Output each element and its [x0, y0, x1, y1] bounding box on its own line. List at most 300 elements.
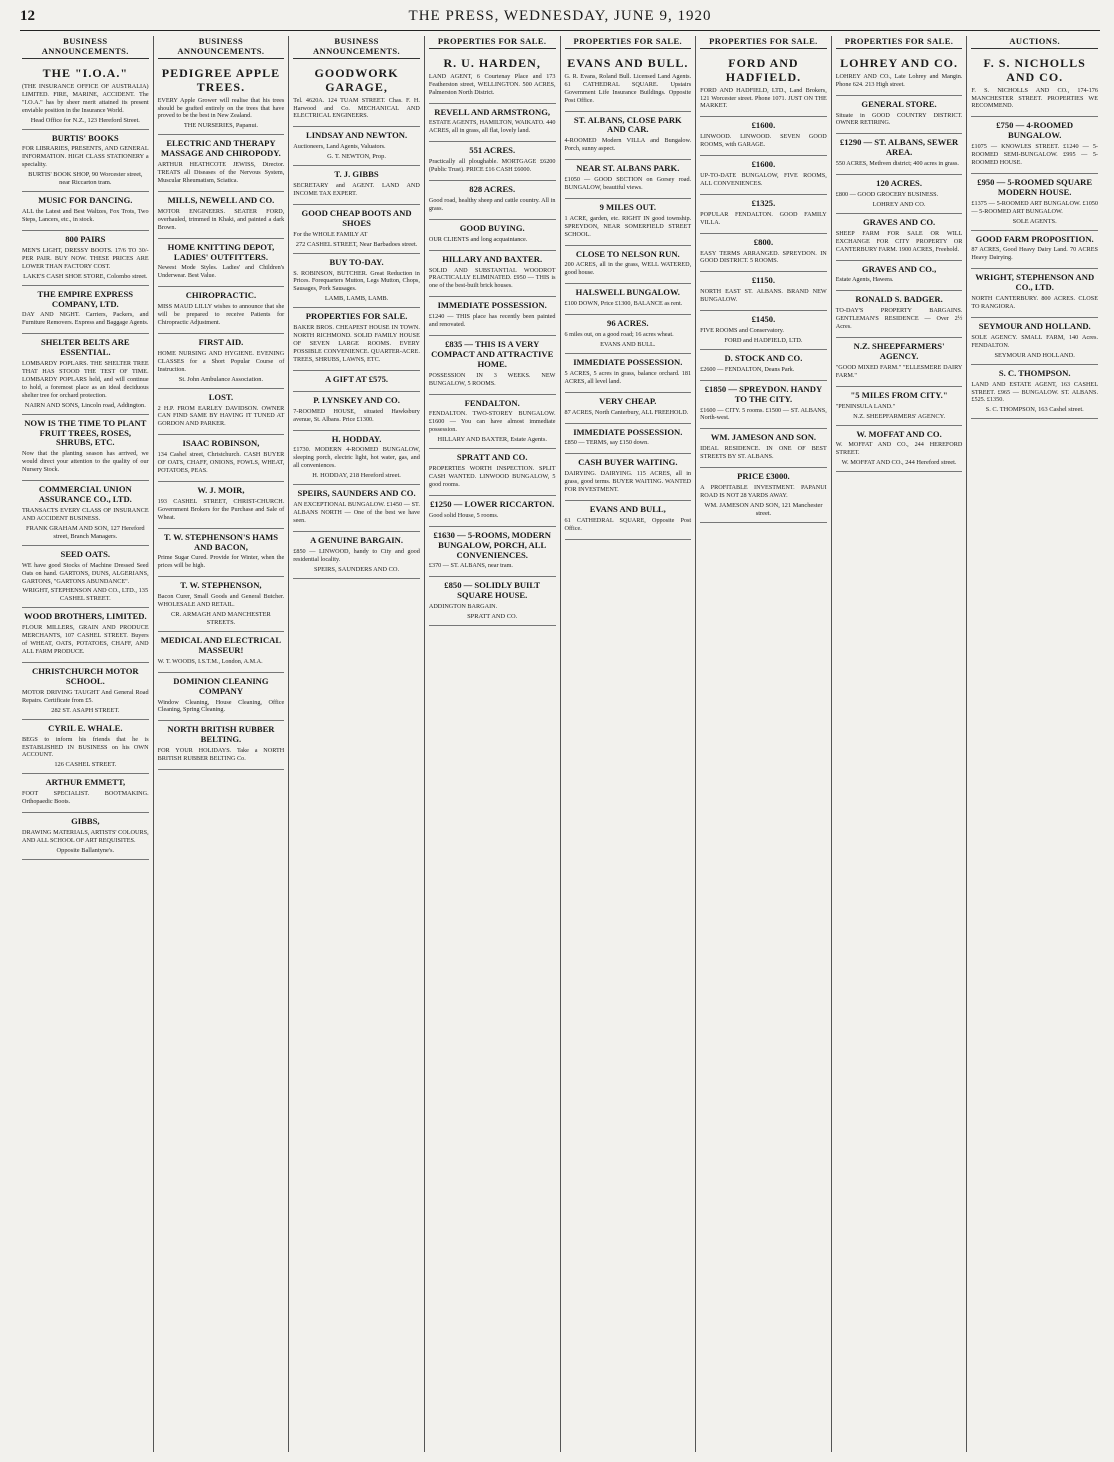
advertisement — [565, 424, 692, 455]
advertisement — [565, 199, 692, 246]
ad-headline: F. S. NICHOLLS AND CO. — [983, 56, 1086, 84]
advertisement — [158, 287, 285, 334]
ad-headline: W. MOFFAT AND CO. — [856, 428, 942, 439]
advertisement — [700, 53, 827, 117]
ad-body: Tel. 4620A. 124 TUAM STREET. Chas. F. H. Harwood and Co. MECHANICAL AND ELECTRICAL ENGINEERS. — [293, 96, 420, 120]
ad-headline: NEAR ST. ALBANS PARK. — [576, 163, 680, 174]
advertisement — [293, 371, 420, 392]
ad-headline: EVANS AND BULL, — [589, 504, 666, 515]
ad-body: Prime Sugar Cured. Provide for Winter, when the prices will be high. — [157, 554, 285, 570]
advertisement — [565, 53, 692, 112]
ad-headline: 120 ACRES. — [876, 178, 922, 189]
ad-body: EASY TERMS ARRANGED. SPREYDON. IN GOOD DISTRICT. 5 ROOMS. — [700, 249, 827, 265]
ad-body: LINWOOD. LINWOOD. SEVEN GOOD ROOMS, with GARAGE. — [700, 133, 827, 149]
ad-footer: LOHREY AND CO. — [872, 200, 926, 208]
column-heading: BUSINESS ANNOUNCEMENTS. — [22, 36, 149, 59]
advertisement — [22, 774, 149, 813]
ad-body: £1730. MODERN 4-ROOMED BUNGALOW, sleeping porch, electric light, hot water, gas, and all conveniences. — [293, 446, 420, 470]
ad-body: £100 DOWN, Price £1300, BALANCE as rent. — [564, 300, 683, 308]
ad-body: 61 CATHEDRAL SQUARE, Opposite Post Office. — [564, 516, 692, 532]
ad-body: HOME NURSING AND HYGIENE. EVENING CLASSES for a Short Popular Course of Instruction. — [157, 349, 285, 373]
advertisement — [700, 117, 827, 156]
column-heading: PROPERTIES FOR SALE. — [700, 36, 827, 49]
advertisement — [700, 272, 827, 311]
ad-body: IDEAL RESIDENCE. IN ONE OF BEST STREETS BY ST. ALBANS. — [700, 445, 827, 461]
ad-body: £1050 — GOOD SECTION on Gorsey road. BUNGALOW, beautiful views. — [564, 176, 692, 191]
advertisement — [293, 308, 420, 371]
ad-body: S. ROBINSON, BUTCHER. Great Reduction in Prices. Forequarters Mutton, Legs Mutton, Chops, Sausages, Pork Sausages. — [293, 269, 420, 293]
ad-body: Good road, healthy sheep and cattle country. All in grass. — [428, 196, 556, 212]
column-heading: PROPERTIES FOR SALE. — [429, 36, 556, 49]
ad-headline: PRICE £3000. — [737, 471, 790, 482]
ad-body: NORTH CANTERBURY. 800 ACRES. CLOSE TO RANGIORA. — [971, 295, 1098, 311]
ad-headline: LOST. — [208, 391, 234, 402]
ad-headline: H. HODDAY. — [331, 433, 382, 444]
ad-body: DAY AND NIGHT. Carriers, Packers, and Furniture Removers. Express and Baggage Agents. — [22, 311, 149, 327]
ad-body: MOTOR DRIVING TAUGHT And General Road Repairs. Certificate from £5. — [22, 688, 149, 704]
advertisement — [158, 389, 285, 436]
advertisement — [22, 663, 149, 720]
ad-footer: FORD and HADFIELD, LTD. — [724, 336, 803, 344]
ad-body: 193 CASHEL STREET, CHRIST-CHURCH. Government Brokers for the Purchase and Sale of Wheat. — [157, 497, 285, 521]
advertisement — [293, 254, 420, 309]
ad-headline: SPEIRS, SAUNDERS AND CO. — [297, 488, 416, 499]
ad-footer: BURTIS' BOOK SHOP, 90 Worcester street, near Riccarton tram. — [28, 171, 143, 187]
advertisement — [22, 192, 149, 231]
ad-headline: £800. — [753, 236, 774, 247]
advertisement — [429, 142, 556, 181]
advertisement — [836, 261, 963, 292]
ad-body: FOOT SPECIALIST. BOOTMAKING. Orthopaedic Boots. — [22, 790, 149, 806]
ad-footer: SOLE AGENTS. — [1012, 217, 1057, 225]
advertisement — [971, 269, 1098, 318]
ad-headline: 9 MILES OUT. — [599, 201, 657, 212]
advertisement — [565, 112, 692, 161]
ad-headline: MUSIC FOR DANCING. — [38, 195, 133, 206]
ad-body: MEN'S LIGHT, DRESSY BOOTS. 17/6 TO 30/- PER PAIR. BUY NOW. THESE PRICES ARE LOWER THAN FACTORY COST. — [22, 246, 149, 270]
ad-headline: T. W. STEPHENSON'S HAMS AND BACON, — [163, 531, 279, 552]
ad-headline: ELECTRIC AND THERAPY MASSAGE AND CHIROPODY. — [161, 138, 281, 159]
column-2 — [154, 36, 290, 1452]
ad-headline: S. C. THOMPSON. — [998, 367, 1071, 378]
advertisement — [836, 387, 963, 426]
ad-headline: A GIFT AT £575. — [325, 373, 389, 384]
ad-body: £2600 — FENDALTON, Deans Park. — [700, 365, 795, 373]
ad-footer: SPEIRS, SAUNDERS AND CO. — [314, 565, 400, 573]
advertisement — [158, 192, 285, 239]
ad-footer: H. HODDAY, 218 Hereford street. — [312, 472, 401, 480]
ad-footer: SEYMOUR AND HOLLAND. — [994, 351, 1075, 359]
advertisement — [836, 175, 963, 214]
ad-body: UP-TO-DATE BUNGALOW, FIVE ROOMS, ALL CONVENIENCES. — [700, 172, 827, 187]
advertisement — [836, 53, 963, 96]
ad-body: "GOOD MIXED FARM." "ELLESMERE DAIRY FARM." — [835, 363, 963, 379]
ad-headline: ST. ALBANS, CLOSE PARK AND CAR. — [573, 114, 682, 135]
advertisement — [429, 395, 556, 450]
ad-headline: GRAVES AND CO. — [862, 216, 936, 227]
ad-footer: 126 CASHEL STREET. — [54, 761, 117, 769]
ad-headline: "5 MILES FROM CITY." — [850, 389, 948, 400]
column-heading: PROPERTIES FOR SALE. — [565, 36, 692, 49]
ad-footer: G. T. NEWTON, Prop. — [327, 153, 386, 161]
ad-body: MOTOR ENGINEERS. SEATER FORD, overhauled, trimmed in Khaki, and painted a dark Brown. — [157, 207, 285, 231]
advertisement — [22, 415, 149, 481]
ad-headline: RONALD S. BADGER. — [855, 294, 943, 305]
advertisement — [158, 632, 285, 673]
advertisement — [158, 239, 285, 288]
advertisement — [22, 334, 149, 414]
ad-headline: BURTIS' BOOKS — [51, 132, 119, 143]
advertisement — [22, 546, 149, 609]
ad-body: DRAWING MATERIALS, ARTISTS' COLOURS, AND ALL SCHOOL OF ART REQUISITES. — [22, 829, 149, 844]
ad-headline: FORD AND HADFIELD. — [725, 56, 802, 84]
ad-body: 550 ACRES, Methven district; 400 acres in grass. — [835, 160, 959, 168]
ad-headline: P. LYNSKEY AND CO. — [313, 394, 400, 405]
ad-body: G. R. Evans, Roland Bull. Licensed Land Agents. 61 CATHEDRAL SQUARE. Upstairs Government Life Insurance Buildings. Opposite Post Office. — [564, 72, 692, 104]
ad-body: LOMBARDY POPLARS. THE SHELTER TREE THAT HAS STOOD THE TEST OF TIME. LOMBARDY POPLARS held, and will continue to hold, a foremost place as an ideal deciduous shelter tree for orchard protection. — [22, 360, 149, 399]
advertisement — [429, 449, 556, 496]
advertisement — [158, 135, 285, 192]
ad-body: £850 — TERMS, say £150 down. — [564, 439, 649, 447]
ad-body: 200 ACRES, all in the grass, WELL WATERED, good house. — [564, 261, 692, 277]
advertisement — [22, 720, 149, 775]
ad-headline: DOMINION CLEANING COMPANY — [173, 675, 269, 696]
ad-headline: FIRST AID. — [198, 336, 244, 347]
ad-body: ALL the Latest and Best Waltzes, Fox Trots, Two Steps, Lancers, etc., in stock. — [22, 208, 149, 224]
ad-body: W. T. WOODS, I.S.T.M., London, A.M.A. — [157, 657, 263, 665]
advertisement — [429, 220, 556, 251]
ad-headline: CLOSE TO NELSON RUN. — [575, 248, 680, 259]
ad-body: Good solid House, 5 rooms. — [428, 511, 499, 519]
ad-headline: 96 ACRES. — [607, 318, 649, 329]
ad-body: Estate Agents, Hawera. — [835, 276, 894, 284]
advertisement — [293, 63, 420, 127]
ad-headline: £1290 — ST. ALBANS, SEWER AREA. — [839, 137, 959, 158]
ad-body: £850 — LINWOOD, handy to City and good residential locality. — [293, 547, 420, 563]
ad-headline: NOW IS THE TIME TO PLANT FRUIT TREES, ROSES, SHRUBS, ETC. — [24, 417, 147, 448]
advertisement — [158, 63, 285, 135]
advertisement — [293, 431, 420, 486]
ad-body: EVERY Apple Grower will realise that his trees should be grafted entirely on the trees that have proved to be the best in New Zealand. — [157, 96, 285, 120]
advertisement — [700, 311, 827, 350]
ad-body: 2 H.P. FROM EARLEY DAVIDSON. OWNER CAN FIND SAME BY HAVING IT TUNED AT GORDON AND PARKER. — [157, 404, 285, 428]
ad-footer: St. John Ambulance Association. — [178, 375, 264, 383]
advertisement — [565, 246, 692, 285]
ad-footer: CR. ARMAGH AND MANCHESTER STREETS. — [171, 611, 271, 627]
column-heading: BUSINESS ANNOUNCEMENTS. — [293, 36, 420, 59]
ad-footer: SPRATT AND CO. — [467, 613, 518, 621]
ad-body: LAND AGENT, 6 Courtenay Place and 173 Featherston street, WELLINGTON. 500 ACRES, Palmerston North District. — [428, 72, 556, 96]
ad-body: "PENINSULA LAND." — [835, 402, 896, 410]
ad-headline: £1250 — LOWER RICCARTON. — [430, 498, 555, 509]
advertisement — [700, 350, 827, 381]
ad-headline: T. J. GIBBS — [334, 169, 379, 180]
ad-body: TRANSACTS EVERY CLASS OF INSURANCE AND ACCIDENT BUSINESS. — [22, 506, 149, 522]
ad-headline: MEDICAL AND ELECTRICAL MASSEUR! — [160, 635, 282, 655]
ad-body: FIVE ROOMS and Conservatory. — [700, 327, 784, 335]
ad-headline: HOME KNITTING DEPOT, LADIES' OUTFITTERS. — [167, 241, 275, 262]
column-4 — [425, 36, 561, 1452]
ad-body: NORTH EAST ST. ALBANS. BRAND NEW BUNGALOW. — [700, 288, 827, 304]
ad-headline: £1600. — [751, 120, 776, 131]
ad-headline: EVANS AND BULL. — [567, 56, 689, 70]
ad-footer: WRIGHT, STEPHENSON AND CO., LTD., 135 CASHEL STREET. — [22, 587, 149, 603]
advertisement — [429, 496, 556, 527]
ad-body: TO-DAY'S PROPERTY BARGAINS. GENTLEMAN'S RESIDENCE — Over 2½ Acres. — [835, 307, 963, 331]
advertisement — [700, 429, 827, 468]
ad-headline: £835 — THIS IS A VERY COMPACT AND ATTRACTIVE HOME. — [431, 339, 554, 369]
ad-body: 7-ROOMED HOUSE, situated Hawksbury avenue, St. Albans. Price £1300. — [293, 407, 420, 423]
ad-body: Now that the planting season has arrived, we would direct your attention to the quality of our Nursery Stock. — [22, 450, 149, 474]
advertisement — [836, 214, 963, 261]
column-heading: PROPERTIES FOR SALE. — [836, 36, 963, 49]
ad-body: A PROFITABLE INVESTMENT. PAPANUI ROAD IS NOT 28 YARDS AWAY. — [700, 484, 827, 499]
columns-container — [18, 36, 1102, 1452]
ad-body: SECRETARY and AGENT. LAND AND INCOME TAX EXPERT. — [293, 182, 420, 198]
ad-headline: VERY CHEAP. — [599, 395, 657, 406]
ad-body: (THE INSURANCE OFFICE OF AUSTRALIA) LIMITED. FIRE, MARINE, ACCIDENT. The "I.O.A." has by sheer merit attained its present enviable position in the Insurance World. — [22, 82, 149, 114]
ad-footer: LAKE'S CASH SHOE STORE, Colombo street. — [23, 272, 148, 280]
advertisement — [22, 608, 149, 663]
advertisement — [565, 315, 692, 354]
ad-body: 6 miles out, on a good road; 16 acres wheat. — [564, 331, 674, 339]
advertisement — [836, 291, 963, 338]
ad-footer: THE NURSERIES, Papanui. — [183, 122, 259, 130]
advertisement — [836, 338, 963, 387]
ad-headline: HILLARY AND BAXTER. — [442, 253, 543, 264]
advertisement — [700, 234, 827, 273]
ad-headline: IMMEDIATE POSSESSION. — [573, 356, 683, 367]
ad-body: 1 ACRE, garden, etc. RIGHT IN good township. SPREYDON, NEAR SOMERFIELD STREET SCHOOL. — [564, 214, 692, 238]
ad-headline: 800 PAIRS — [65, 233, 106, 244]
ad-footer: NAIRN AND SONS, Lincoln road, Addington. — [24, 401, 146, 409]
ad-headline: BUY TO-DAY. — [329, 256, 384, 267]
advertisement — [158, 435, 285, 482]
advertisement — [971, 365, 1098, 420]
advertisement — [293, 127, 420, 166]
ad-headline: MILLS, NEWELL AND CO. — [167, 194, 275, 205]
ad-headline: PROPERTIES FOR SALE. — [305, 311, 408, 322]
ad-body: SHEEP FARM FOR SALE OR WILL EXCHANGE FOR CITY PROPERTY OR CANTERBURY FARM. 1900 ACRES, Freehold. — [835, 229, 963, 253]
ad-headline: £1850 — SPREYDON. HANDY TO THE CITY. — [704, 383, 823, 404]
advertisement — [158, 673, 285, 722]
ad-headline: SPRATT AND CO. — [456, 452, 528, 463]
advertisement — [836, 426, 963, 473]
newspaper-title: THE PRESS, WEDNESDAY, JUNE 9, 1920 — [408, 8, 712, 24]
ad-body: £1600 — CITY. 5 rooms. £1500 — ST. ALBANS, North-west. — [700, 406, 827, 422]
column-7 — [832, 36, 968, 1452]
ad-headline: SEED OATS. — [60, 548, 111, 559]
ad-body: £370 — ST. ALBANS, near tram. — [428, 562, 513, 570]
advertisement — [565, 454, 692, 501]
ad-footer: W. MOFFAT AND CO., 244 Hereford street. — [841, 459, 957, 467]
column-5 — [561, 36, 697, 1452]
ad-headline: NORTH BRITISH RUBBER BELTING. — [167, 724, 275, 745]
ad-body: WE have good Stocks of Machine Dressed Seed Oats on hand. GARTONS, DUNS, ALGERIANS, GARTONS, "GARTONS ABUNDANCE". — [22, 561, 149, 585]
ad-headline: £950 — 5-ROOMED SQUARE MODERN HOUSE. — [977, 176, 1093, 197]
ad-footer: FRANK GRAHAM AND SON, 127 Hereford street, Branch Managers. — [26, 524, 145, 540]
advertisement — [158, 529, 285, 578]
ad-headline: 551 ACRES. — [469, 145, 516, 156]
masthead — [20, 8, 1100, 31]
ad-headline: GOOD BUYING. — [459, 222, 525, 233]
ad-body: BEGS to inform his friends that he is ESTABLISHED IN BUSINESS on his OWN ACCOUNT. — [22, 735, 149, 759]
advertisement — [429, 104, 556, 143]
advertisement — [565, 284, 692, 315]
advertisement — [429, 527, 556, 578]
ad-headline: CASH BUYER WAITING. — [578, 457, 678, 468]
ad-headline: GENERAL STORE. — [861, 98, 937, 109]
ad-body: W. MOFFAT AND CO., 244 HEREFORD STREET. — [835, 441, 963, 457]
ad-body: FENDALTON. TWO-STOREY BUNGALOW. £1600 — You can have almost immediate possession. — [428, 410, 556, 434]
ad-headline: LINDSAY AND NEWTON. — [305, 130, 408, 141]
advertisement — [429, 181, 556, 220]
ad-body: SOLID AND SUBSTANTIAL WOODROT PRACTICALLY ELIMINATED. £950 — THIS is one of the best-built brick houses. — [428, 266, 556, 290]
advertisement — [971, 117, 1098, 174]
ad-headline: IMMEDIATE POSSESSION. — [573, 426, 683, 437]
advertisement — [22, 813, 149, 860]
advertisement — [293, 485, 420, 532]
column-1 — [18, 36, 154, 1452]
ad-body: 87 ACRES, Good Heavy Dairy Land. 70 ACRES Heavy Dairying. — [971, 246, 1098, 262]
ad-footer: 282 ST. ASAPH STREET. — [51, 706, 120, 714]
column-heading: BUSINESS ANNOUNCEMENTS. — [158, 36, 285, 59]
ad-headline: £1450. — [751, 314, 776, 325]
ad-headline: CYRIL E. WHALE. — [48, 722, 123, 733]
ad-headline: £850 — SOLIDLY BUILT SQUARE HOUSE. — [444, 580, 541, 601]
advertisement — [293, 205, 420, 254]
ad-headline: FENDALTON. — [464, 397, 520, 408]
ad-body: DAIRYING. DAIRYING. 115 ACRES, all in grass, good terms. BUYER WAITING. WANTED FOR INVESTMENT. — [564, 470, 692, 494]
column-8 — [967, 36, 1102, 1452]
ad-headline: R. U. HARDEN, — [443, 56, 541, 70]
page-number: 12 — [20, 8, 35, 24]
ad-headline: T. W. STEPHENSON, — [180, 580, 262, 591]
advertisement — [293, 392, 420, 431]
ad-body: LOHREY AND CO., Late Lohrey and Mangin. Phone 624. 213 High street. — [835, 72, 963, 88]
ad-headline: LOHREY AND CO. — [840, 56, 959, 70]
ad-headline: IMMEDIATE POSSESSION. — [437, 300, 547, 311]
ad-headline: W. J. MOIR, — [197, 485, 245, 496]
ad-body: ESTATE AGENTS, HAMILTON, WAIKATO. 440 ACRES, all in grass, all flat, lovely land. — [428, 119, 556, 135]
ad-headline: £1630 — 5-ROOMS, MODERN BUNGALOW, PORCH, ALL CONVENIENCES. — [433, 529, 551, 560]
advertisement — [565, 160, 692, 199]
ad-footer: S. C. THOMPSON, 163 Cashel street. — [985, 406, 1084, 414]
advertisement — [429, 53, 556, 104]
advertisement — [429, 297, 556, 336]
advertisement — [429, 251, 556, 298]
ad-body: PROPERTIES WORTH INSPECTION. SPLIT CASH WANTED. LINWOOD BUNGALOW, 5 good rooms. — [428, 465, 556, 489]
ad-headline: CHIROPRACTIC. — [185, 290, 257, 301]
ad-headline: COMMERCIAL UNION ASSURANCE CO., LTD. — [38, 484, 132, 505]
ad-headline: CHRISTCHURCH MOTOR SCHOOL. — [32, 666, 139, 686]
ad-headline: £750 — 4-ROOMED BUNGALOW. — [996, 120, 1074, 141]
ad-headline: SHELTER BELTS ARE ESSENTIAL. — [40, 337, 130, 358]
advertisement — [836, 96, 963, 135]
advertisement — [971, 174, 1098, 231]
ad-headline: ARTHUR EMMETT, — [45, 777, 126, 788]
ad-headline: £1325. — [751, 197, 776, 208]
ad-body: £800 — GOOD GROCERY BUSINESS. — [835, 190, 939, 198]
ad-footer: N.Z. SHEEPFARMERS' AGENCY. — [853, 412, 946, 420]
ad-body: ADDINGTON BARGAIN. — [428, 603, 498, 611]
ad-body: F. S. NICHOLLS AND CO., 174-176 MANCHESTER STREET. PROPERTIES WE RECOMMEND. — [971, 86, 1098, 110]
ad-body: SOLE AGENCY. SMALL FARM, 140 Acres. FENDALTON. — [971, 333, 1098, 349]
ad-body: Practically all ploughable. MORTGAGE £6200 (Public Trust). PRICE £16 CASH £6000. — [428, 158, 556, 174]
ad-headline: ISAAC ROBINSON, — [182, 438, 260, 449]
column-heading: AUCTIONS. — [971, 36, 1098, 49]
ad-headline: WRIGHT, STEPHENSON AND CO., LTD. — [975, 272, 1095, 293]
ad-headline: N.Z. SHEEPFARMERS' AGENCY. — [853, 341, 945, 361]
ad-body: Newest Mode Styles. Ladies' and Children's Underwear. Best Value. — [157, 264, 285, 280]
ad-headline: GOOD CHEAP BOOTS AND SHOES — [301, 207, 412, 228]
ad-headline: A GENUINE BARGAIN. — [310, 534, 403, 545]
advertisement — [700, 156, 827, 195]
advertisement — [22, 130, 149, 193]
ad-body: £1240 — THIS place has recently been painted and renovated. — [428, 313, 556, 329]
ad-body: OUR CLIENTS and long acquaintance. — [428, 235, 528, 243]
ad-body: POPULAR FENDALTON. GOOD FAMILY VILLA. — [700, 210, 827, 226]
column-3 — [289, 36, 425, 1452]
ad-body: For the WHOLE FAMILY AT — [293, 230, 368, 238]
ad-footer: Head Office for N.Z., 123 Hereford Street. — [30, 116, 140, 124]
advertisement — [971, 53, 1098, 117]
ad-headline: D. STOCK AND CO. — [724, 352, 803, 363]
advertisement — [971, 318, 1098, 365]
ad-body: Situate in GOOD COUNTRY DISTRICT. OWNER RETIRING. — [835, 111, 963, 127]
ad-body: FOR LIBRARIES, PRESENTS, AND GENERAL INFORMATION. HIGH CLASS STATIONERY a speciality. — [22, 145, 149, 169]
ad-headline: GRAVES AND CO., — [861, 263, 937, 274]
advertisement — [429, 336, 556, 395]
ad-body: FLOUR MILLERS, GRAIN AND PRODUCE MERCHANTS, 107 CASHEL STREET. Buyers of WHEAT, OATS, POTATOES, CHAFF, AND ALL FARM PRODUCE. — [22, 624, 149, 656]
ad-headline: THE EMPIRE EXPRESS COMPANY, LTD. — [37, 288, 134, 309]
ad-headline: SEYMOUR AND HOLLAND. — [978, 320, 1091, 331]
ad-footer: LAMB, LAMB, LAMB. — [324, 295, 389, 303]
ad-body: FOR YOUR HOLIDAYS. Take a NORTH BRITISH RUBBER BELTING Co. — [157, 747, 285, 763]
ad-body: FORD AND HADFIELD, LTD., Land Brokers, 121 Worcester street. Phone 1071. JUST ON THE MARKET. — [700, 86, 827, 110]
ad-body: 5 ACRES, 5 acres in grass, balance orchard. 181 ACRES, all level land. — [564, 369, 692, 385]
ad-body: AN EXCEPTIONAL BUNGALOW. £1450 — ST. ALBANS NORTH — One of the best we have seen. — [293, 501, 420, 524]
ad-body: Bacon Curer, Small Goods and General Butcher. WHOLESALE AND RETAIL. — [157, 593, 285, 609]
advertisement — [971, 231, 1098, 270]
ad-body: BAKER BROS. CHEAPEST HOUSE IN TOWN. NORTH RICHMOND. SOLID FAMILY HOUSE OF SEVEN LARGE ROOMS. EVERY POSSIBLE CONVENIENCE. QUARTER-ACRE. TREES, SHRUBS, LAWNS, ETC. — [293, 324, 420, 363]
ad-body: 87 ACRES, North Canterbury, ALL FREEHOLD. — [564, 408, 689, 416]
ad-body: 134 Cashel street, Christchurch. CASH BUYER OF OATS, CHAFF, ONIONS, FOWLS, WHEAT, POTATOES, PEAS. — [157, 451, 285, 475]
advertisement — [22, 286, 149, 335]
ad-headline: 828 ACRES. — [469, 184, 516, 195]
advertisement — [158, 482, 285, 529]
advertisement — [700, 468, 827, 523]
ad-body: Window Cleaning, House Cleaning, Office Cleaning, Spring Cleaning. — [157, 698, 285, 714]
advertisement — [565, 354, 692, 393]
advertisement — [429, 577, 556, 626]
ad-headline: REVELL AND ARMSTRONG, — [434, 106, 551, 117]
advertisement — [565, 501, 692, 540]
ad-body: MISS MAUD LILLY wishes to announce that she will be prepared to receive Patients for Chiropractic Adjustment. — [157, 303, 285, 327]
advertisement — [700, 195, 827, 234]
ad-body: Auctioneers, Land Agents, Valuators. — [293, 143, 386, 151]
ad-footer: EVANS AND BULL. — [600, 340, 656, 348]
advertisement — [293, 532, 420, 579]
ad-body: POSSESSION IN 3 WEEKS. NEW BUNGALOW, 5 ROOMS. — [428, 371, 556, 387]
ad-body: £1075 — KNOWLES STREET. £1240 — 5-ROOMED SEMI-BUNGALOW. £995 — 5-ROOMED HOUSE. — [971, 143, 1098, 167]
column-6 — [696, 36, 832, 1452]
ad-headline: GOODWORK GARAGE, — [314, 66, 399, 94]
advertisement — [565, 393, 692, 424]
ad-headline: WM. JAMESON AND SON. — [710, 432, 817, 443]
ad-headline: £1150. — [751, 275, 776, 286]
ad-body: 4-ROOMED Modern VILLA and Bungalow. Porch, sunny aspect. — [564, 137, 692, 153]
